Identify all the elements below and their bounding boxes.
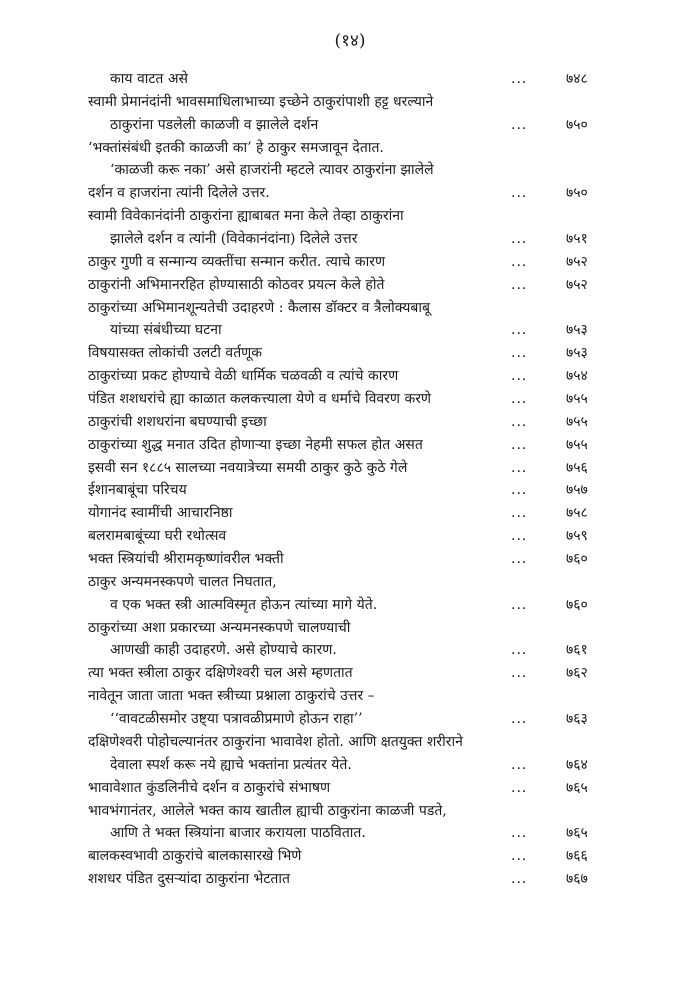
toc-entry-text: भावावेशात कुंडलिनीचे दर्शन व ठाकुरांचे संभाषण [88,779,331,796]
toc-line [0,411,700,434]
toc-line [0,754,700,777]
toc-line [0,868,700,891]
toc-entry-text: भावभंगानंतर, आलेले भक्त काय खातील ह्याची ठाकुरांना काळजी पडते, [88,802,447,819]
toc-line [0,228,700,251]
toc-leader-dots: ... [511,482,528,499]
toc-line [0,274,700,297]
toc-entry-text: ठाकुरांना पडलेली काळजी व झालेले दर्शन [110,116,319,133]
toc-line [0,297,700,320]
toc-line [0,457,700,480]
toc-line [0,365,700,388]
toc-entry-text: भक्त स्त्रियांची श्रीरामकृष्णांवरील भक्ती [88,551,284,568]
toc-entry-text: यांच्या संबंधीच्या घटना [110,322,222,339]
toc-entry-text: झालेले दर्शन व त्यांनी (विवेकानंदांना) दिलेले उत्तर [110,231,358,248]
toc-leader-dots: ... [511,779,528,796]
toc-line [0,822,700,845]
toc-leader-dots: ... [511,871,528,888]
toc-entry-text: ‘काळजी करू नका’ असे हाजरांनी म्हटले त्यावर ठाकुरांना झालेले [110,162,434,179]
toc-entry-text: ठाकुरांनी अभिमानरहित होण्यासाठी कोठवर प्रयत्न केले होते [88,276,385,293]
toc-entry-text: दक्षिणेश्वरी पोहोचल्यानंतर ठाकुरांना भावावेश होतो. आणि क्षतयुक्त शरीराने [88,733,463,750]
toc-page-number: ७६० [566,596,588,613]
toc-line [0,182,700,205]
toc-line [0,114,700,137]
toc-entry-text: योगानंद स्वामींची आचारनिष्ठा [88,505,233,522]
toc-line [0,708,700,731]
toc-entry-text: ठाकुरांची शशधरांना बघण्याची इच्छा [88,413,267,430]
toc-line [0,845,700,868]
toc-line [0,479,700,502]
toc-entry-text: ठाकुर अन्यमनस्कपणे चालत निघतात, [88,573,277,590]
toc-leader-dots: ... [511,642,528,659]
toc-page-number: ७५५ [566,413,588,430]
toc-entry-text: बलरामबाबूंच्या घरी रथोत्सव [88,528,227,545]
toc-line [0,68,700,91]
toc-page-number: ७५२ [566,276,588,293]
toc-entry-text: ‘‘वावटळीसमोर उष्ट्या पत्रावळीप्रमाणे होऊन राहा’’ [110,711,363,728]
toc-entry-text: बालकस्वभावी ठाकुरांचे बालकासारखे भिणे [88,848,302,865]
toc-page-number: ७६० [566,551,588,568]
toc-page-number: ७५४ [566,368,588,385]
toc-line [0,525,700,548]
toc-page-number: ७५७ [566,482,588,499]
toc-line [0,800,700,823]
toc-line [0,594,700,617]
toc-page-number: ७४८ [566,71,588,87]
toc-leader-dots: ... [511,459,528,476]
toc-line [0,159,700,182]
toc-entry-text: शशधर पंडित दुसऱ्यांदा ठाकुरांना भेटतात [88,871,290,888]
toc-page-number: ७५३ [566,322,588,339]
toc-entry-text: काय वाटत असे [110,71,189,87]
toc-entry-text: त्या भक्त स्त्रीला ठाकुर दक्षिणेश्वरी चल असे म्हणतात [88,665,353,682]
toc-leader-dots: ... [511,596,528,613]
toc-leader-dots: ... [511,345,528,362]
toc-page-number: ७५६ [566,459,588,476]
toc-line [0,617,700,640]
toc-entry-text: आणखी काही उदाहरणे. असे होण्याचे कारण. [110,642,337,659]
toc-page-number: ७६५ [566,825,588,842]
toc-entry-text: इसवी सन १८८५ सालच्या नवयात्रेच्या समयी ठाकुर कुठे कुठे गेले [88,459,408,476]
toc-leader-dots: ... [511,391,528,408]
toc-page-number: ७५० [566,185,588,202]
toc-line [0,571,700,594]
toc-entry-text: ‘भक्तांसंबंधी इतकी काळजी का’ हे ठाकुर समजावून देतात. [88,139,384,156]
toc-page-number: ७५५ [566,391,588,408]
toc-line [0,502,700,525]
toc-entry-text: ठाकुर गुणी व सन्मान्य व्यक्तींचा सन्मान करीत. त्याचे कारण [88,253,386,270]
toc-leader-dots: ... [511,825,528,842]
toc-leader-dots: ... [511,505,528,522]
toc-leader-dots: ... [511,413,528,430]
toc-leader-dots: ... [511,116,528,133]
toc-leader-dots: ... [511,528,528,545]
toc-entry-text: आणि ते भक्त स्त्रियांना बाजार करायला पाठवितात. [110,825,366,842]
toc-leader-dots: ... [511,436,528,453]
toc-page-number: ७६७ [566,871,588,888]
toc-leader-dots: ... [511,231,528,248]
toc-entry-text: ईशानबाबूंचा परिचय [88,482,187,499]
toc-page-number: ७६६ [566,848,588,865]
toc-entry-text: ठाकुरांच्या प्रकट होण्याचे वेळी धार्मिक चळवळी व त्यांचे कारण [88,368,399,385]
toc-line [0,434,700,457]
toc-leader-dots: ... [511,71,528,87]
toc-line [0,548,700,571]
toc-leader-dots: ... [511,185,528,202]
toc-line [0,777,700,800]
toc-line [0,388,700,411]
toc-line [0,205,700,228]
toc-page-number: ७५९ [566,528,588,545]
toc-page-number: ७५३ [566,345,588,362]
toc-line [0,662,700,685]
toc-page-number: ७५० [566,116,588,133]
toc-page-number: ७६५ [566,779,588,796]
toc-page-number: ७५८ [566,505,588,522]
toc-page-number: ७५१ [566,231,588,248]
toc-entry-text: देवाला स्पर्श करू नये ह्याचे भक्तांना प्रत्यंतर येते. [110,756,352,773]
toc-line [0,137,700,160]
toc-line [0,319,700,342]
toc-page-number: ७५२ [566,253,588,270]
toc-line [0,342,700,365]
toc-line [0,91,700,114]
toc-entry-text: स्वामी विवेकानंदांनी ठाकुरांना ह्याबाबत मना केले तेव्हा ठाकुरांना [88,208,404,225]
toc-leader-dots: ... [511,848,528,865]
toc-line [0,685,700,708]
toc-entry-text: पंडित शशधरांचे ह्या काळात कलकत्त्याला येणे व धर्माचे विवरण करणे [88,391,432,408]
toc-leader-dots: ... [511,253,528,270]
toc-line [0,639,700,662]
toc-entry-text: ठाकुरांच्या अशा प्रकारच्या अन्यमनस्कपणे चालण्याची [88,619,351,636]
toc-page-number: ७६४ [566,756,588,773]
toc-entry-text: स्वामी प्रेमानंदांनी भावसमाधिलाभाच्या इच्छेने ठाकुरांपाशी हट्ट धरल्याने [88,93,434,110]
toc-entry-text: ठाकुरांच्या शुद्ध मनात उदित होणाऱ्या इच्छा नेहमी सफल होत असत [88,436,423,453]
toc-entry-text: नावेतून जाता जाता भक्त स्त्रीच्या प्रश्नाला ठाकुरांचे उत्तर – [88,688,375,705]
toc-leader-dots: ... [511,665,528,682]
toc-page-number: ७५५ [566,436,588,453]
toc-line [0,251,700,274]
toc-page-number: ७६३ [566,711,588,728]
toc-leader-dots: ... [511,322,528,339]
toc-line [0,731,700,754]
toc-leader-dots: ... [511,711,528,728]
toc-entry-text: विषयासक्त लोकांची उलटी वर्तणूक [88,345,263,362]
page-number: (१४) [334,31,366,51]
toc-entry-text: दर्शन व हाजरांना त्यांनी दिलेले उत्तर. [88,185,270,202]
toc-entry-text: ठाकुरांच्या अभिमानशून्यतेची उदाहरणे : कैलास डॉक्टर व त्रैलोक्यबाबू [88,299,430,316]
toc-page-number: ७६१ [566,642,588,659]
toc-leader-dots: ... [511,368,528,385]
toc-leader-dots: ... [511,756,528,773]
toc-leader-dots: ... [511,276,528,293]
toc-leader-dots: ... [511,551,528,568]
table-of-contents [0,68,700,891]
toc-page-number: ७६२ [566,665,588,682]
toc-entry-text: व एक भक्त स्त्री आत्मविस्मृत होऊन त्यांच्या मागे येते. [110,596,378,613]
